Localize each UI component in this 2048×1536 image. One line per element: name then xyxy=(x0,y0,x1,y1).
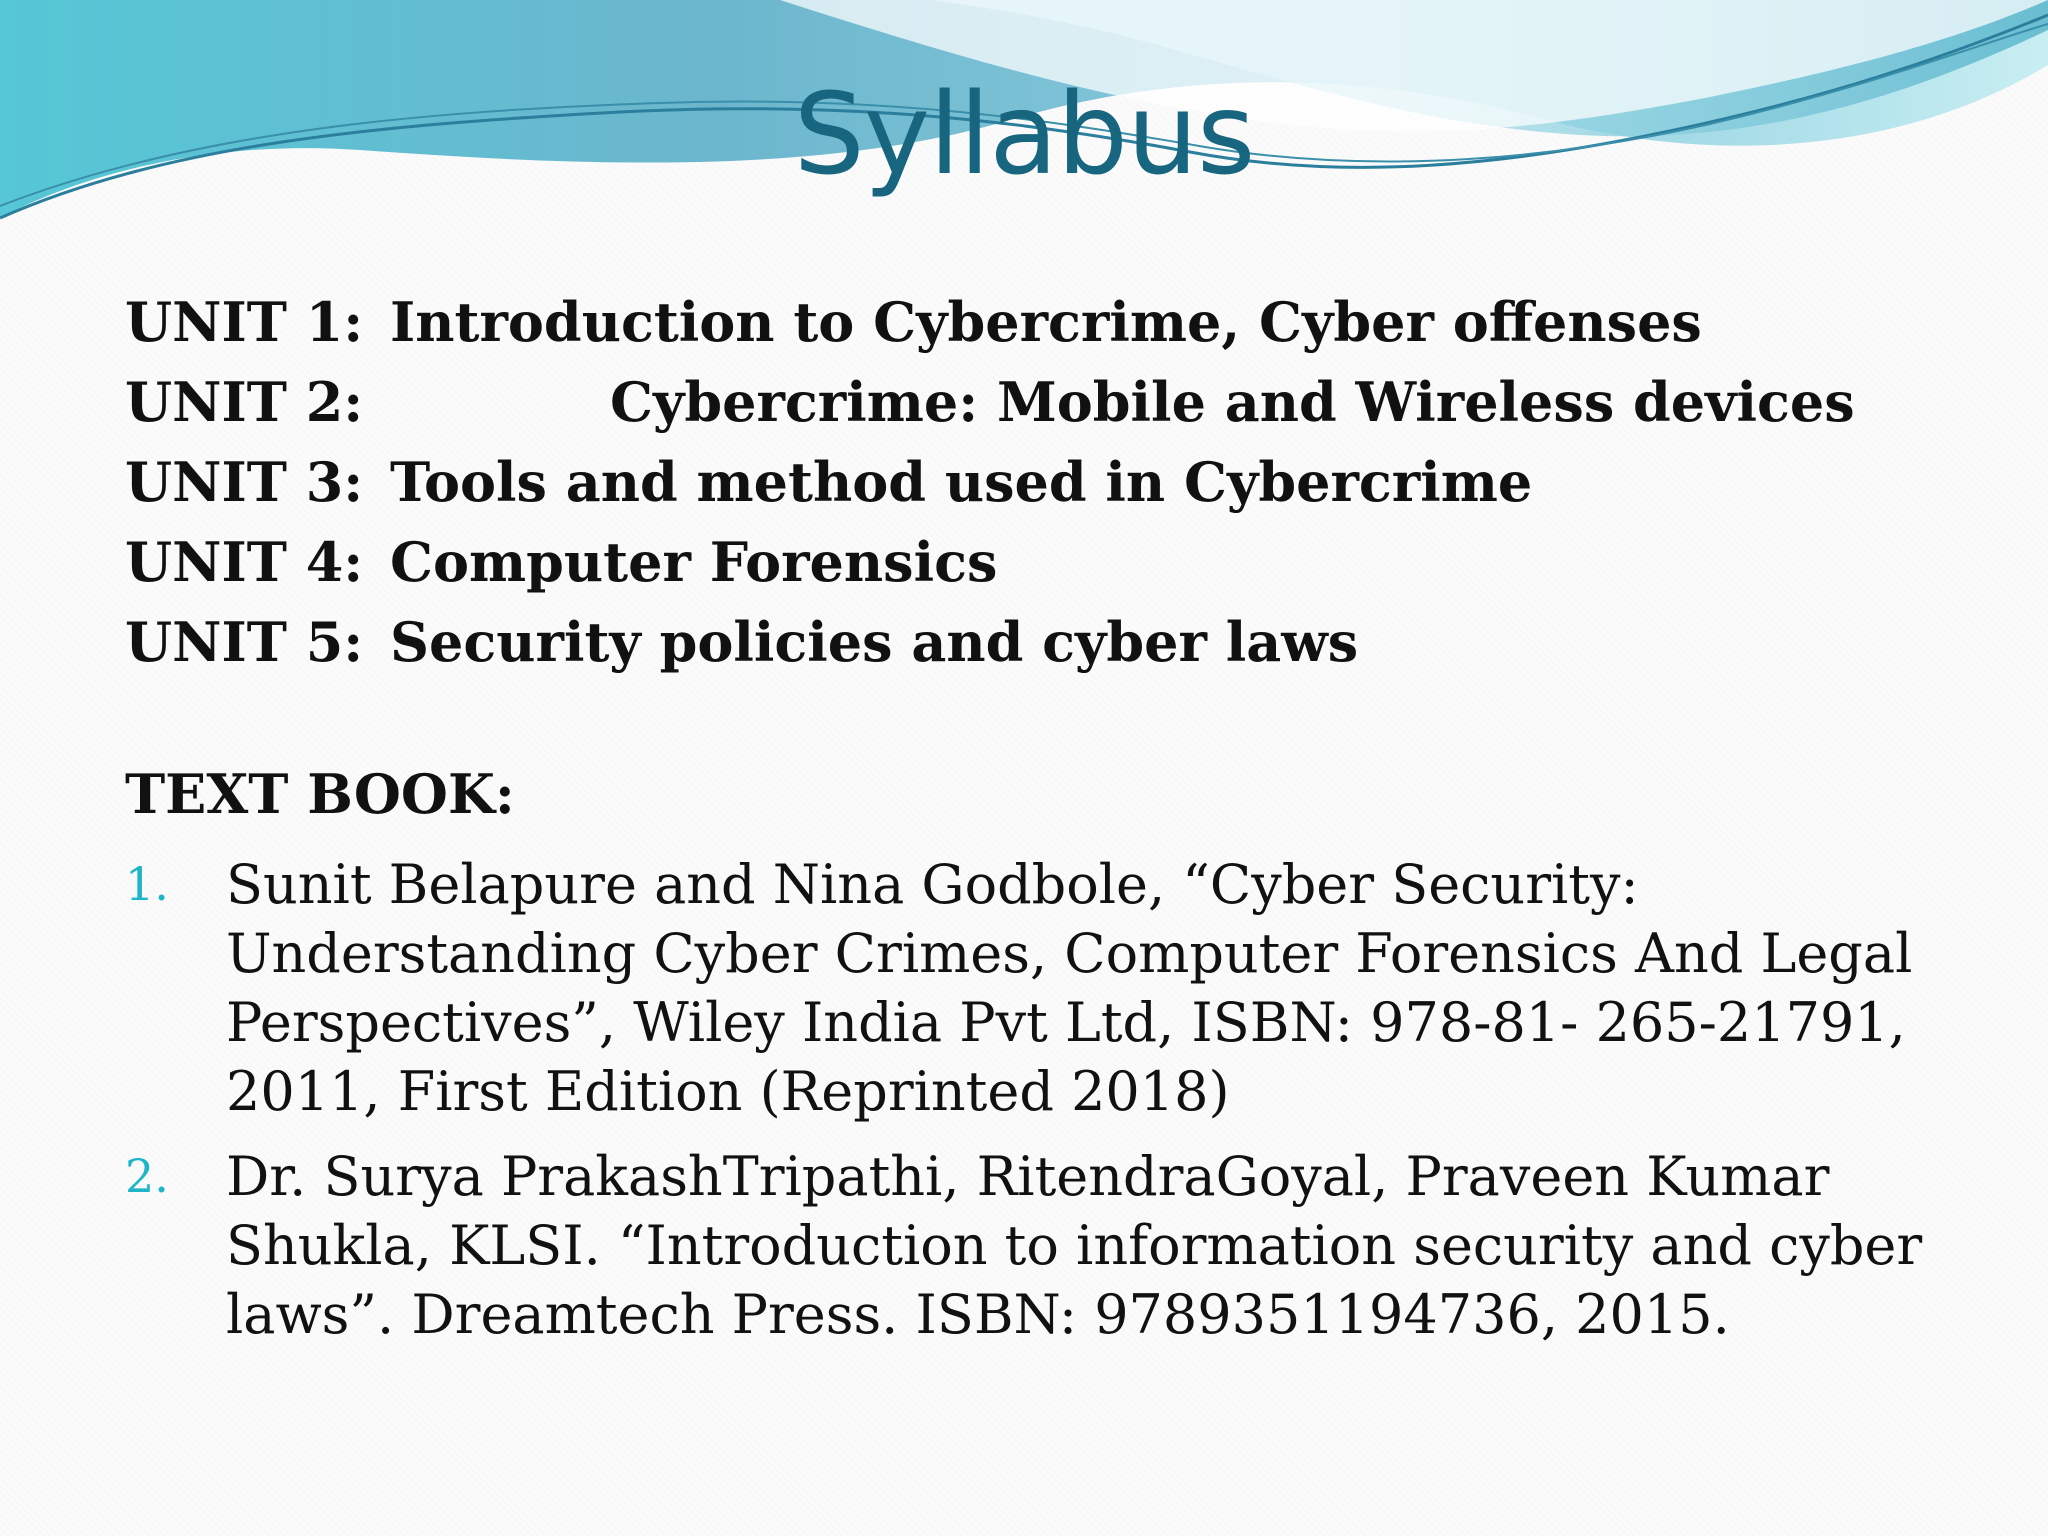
textbook-heading: TEXT BOOK: xyxy=(125,762,515,826)
list-item xyxy=(125,1142,1925,1349)
unit-label: UNIT 4: xyxy=(125,530,364,594)
unit-row-1 xyxy=(125,290,1925,370)
unit-row-3 xyxy=(125,450,1925,530)
unit-row-4 xyxy=(125,530,1925,610)
textbook-list xyxy=(125,850,1925,1349)
syllabus-content xyxy=(125,290,1925,1365)
unit-row-2 xyxy=(125,370,1925,450)
unit-label: UNIT 5: xyxy=(125,610,364,674)
unit-label: UNIT 3: xyxy=(125,450,364,514)
list-number: 2. xyxy=(125,1149,169,1203)
list-item xyxy=(125,850,1925,1126)
unit-title: Tools and method used in Cybercrime xyxy=(390,450,1533,514)
book-citation: Dr. Surya PrakashTripathi, RitendraGoyal, Praveen Kumar Shukla, KLSI. “Introduction to information security and cyber laws”. Dreamtech Press. ISBN: 9789351194736, 2015. xyxy=(226,1145,1923,1346)
unit-title: Security policies and cyber laws xyxy=(390,610,1359,674)
unit-title: Introduction to Cybercrime, Cyber offenses xyxy=(390,290,1702,354)
page-title: Syllabus xyxy=(793,70,1255,200)
unit-row-5 xyxy=(125,610,1925,690)
unit-title: Computer Forensics xyxy=(390,530,998,594)
book-citation: Sunit Belapure and Nina Godbole, “Cyber Security: Understanding Cyber Crimes, Computer Forensics And Legal Perspectives”, Wiley India Pvt Ltd, ISBN: 978-81- 265-21791, 2011, First Edition (Reprinted 2018) xyxy=(226,853,1913,1123)
unit-title: Cybercrime: Mobile and Wireless devices xyxy=(610,370,1855,434)
list-number: 1. xyxy=(125,857,169,911)
unit-label: UNIT 2: xyxy=(125,370,364,434)
unit-label: UNIT 1: xyxy=(125,290,364,354)
